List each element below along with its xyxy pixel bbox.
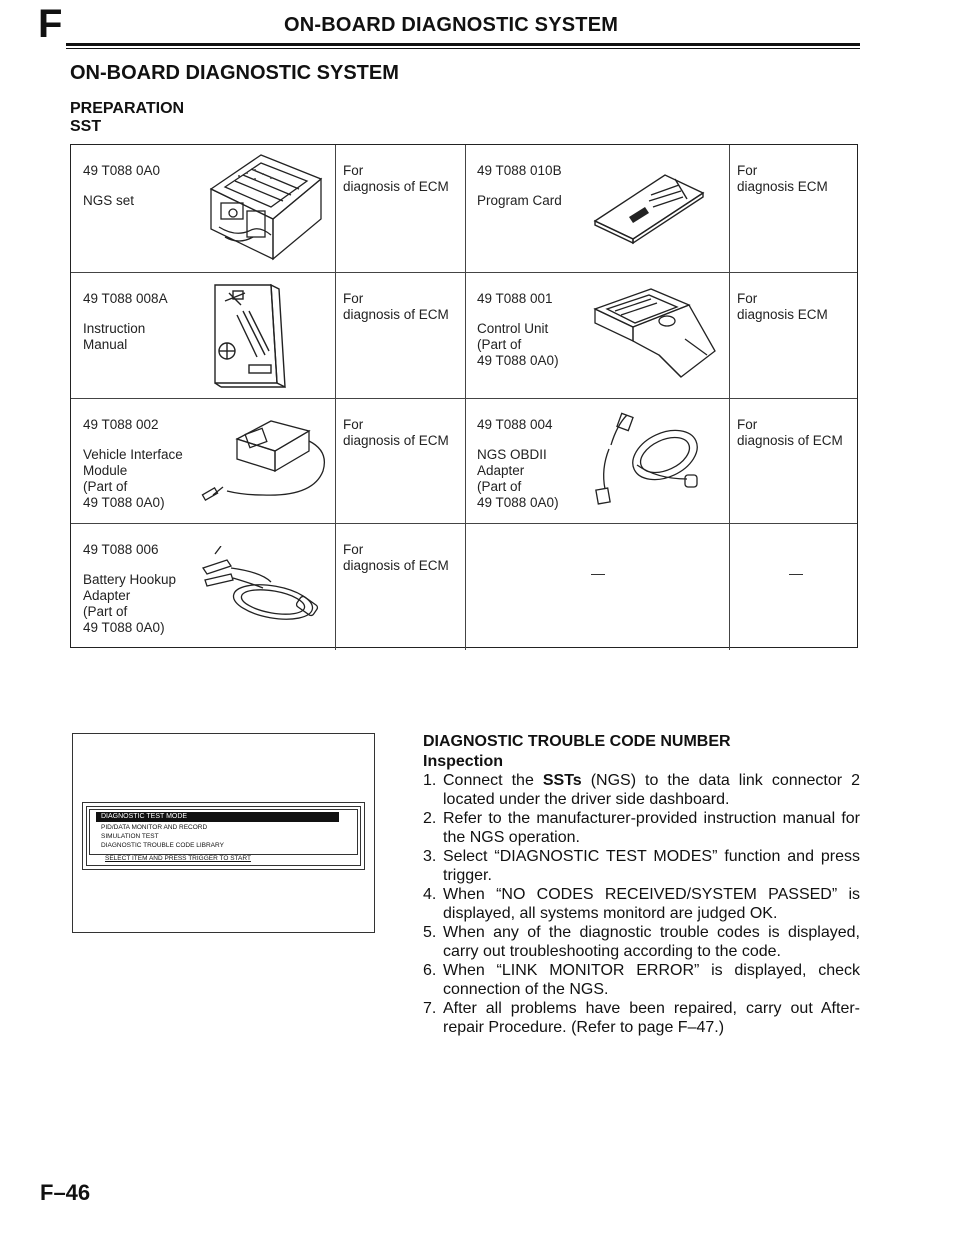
- ngs-screen-illustration: [72, 733, 375, 933]
- sst-table: [70, 144, 858, 648]
- ngs-display-frame: [82, 802, 365, 870]
- sst-purpose-cell: [335, 145, 465, 272]
- sst-row: [71, 523, 857, 650]
- empty-dash: [591, 574, 605, 575]
- sst-label: SST: [70, 118, 102, 135]
- sst-tool-cell: [465, 399, 729, 524]
- sst-row: [71, 145, 857, 272]
- menu-item: DIAGNOSTIC TROUBLE CODE LIBRARY: [101, 842, 224, 849]
- sst-row: [71, 398, 857, 524]
- tool-name: Vehicle Interface Module (Part of 49 T088 0A0): [83, 447, 183, 510]
- dtc-heading: DIAGNOSTIC TROUBLE CODE NUMBER: [423, 733, 731, 750]
- inspection-heading: Inspection: [423, 753, 504, 770]
- tool-name: NGS OBDII Adapter (Part of 49 T088 0A0): [477, 447, 559, 510]
- screen-footer: SELECT ITEM AND PRESS TRIGGER TO START: [105, 855, 251, 862]
- header-rule: [66, 43, 860, 46]
- sst-empty-cell: [465, 524, 729, 650]
- preparation-heading: [70, 100, 184, 136]
- control-unit-icon: [589, 281, 719, 385]
- sst-purpose-cell: [335, 399, 465, 524]
- purpose-text: For diagnosis of ECM: [737, 417, 843, 448]
- list-item: 3. Select “DIAGNOSTIC TEST MODES” function and press trigger.: [423, 848, 860, 884]
- purpose-text: For diagnosis of ECM: [343, 417, 449, 448]
- sst-row: [71, 272, 857, 399]
- sst-purpose-cell: [729, 273, 859, 399]
- sst-tool-cell: [71, 524, 335, 650]
- tool-name: Control Unit (Part of 49 T088 0A0): [477, 321, 559, 368]
- sst-tool-cell: [71, 273, 335, 399]
- part-number: 49 T088 004: [477, 417, 553, 432]
- purpose-text: For diagnosis ECM: [737, 291, 828, 322]
- highlighted-menu-item: DIAGNOSTIC TEST MODE: [96, 812, 339, 822]
- sst-tool-cell: [71, 399, 335, 524]
- purpose-text: For diagnosis ECM: [737, 163, 828, 194]
- part-number: 49 T088 010B: [477, 163, 562, 178]
- menu-item: SIMULATION TEST: [101, 833, 159, 840]
- obdii-adapter-icon: [585, 409, 715, 513]
- list-item: 5. When any of the diagnostic trouble codes is displayed, carry out troubleshooting according to the code.: [423, 924, 860, 960]
- menu-item: PID/DATA MONITOR AND RECORD: [101, 824, 208, 831]
- inspection-steps: [423, 771, 860, 1037]
- sst-purpose-cell: [729, 399, 859, 524]
- sst-tool-cell: [465, 273, 729, 399]
- page-number: F–46: [40, 1180, 91, 1205]
- part-number: 49 T088 008A: [83, 291, 168, 306]
- section-letter: F: [38, 2, 63, 46]
- part-number: 49 T088 001: [477, 291, 553, 306]
- sst-purpose-cell: [729, 145, 859, 272]
- part-number: 49 T088 006: [83, 542, 159, 557]
- ngs-set-case-icon: [191, 149, 331, 265]
- empty-dash: [789, 574, 803, 575]
- tool-name: Battery Hookup Adapter (Part of 49 T088 0A0): [83, 572, 177, 635]
- running-title: ON-BOARD DIAGNOSTIC SYSTEM: [284, 14, 619, 36]
- list-item: 1. Connect the SSTs (NGS) to the data link connector 2 located under the driver side dashboard.: [423, 772, 860, 808]
- vehicle-interface-module-icon: [197, 409, 331, 505]
- sst-tool-cell: [465, 145, 729, 272]
- tool-name: NGS set: [83, 193, 135, 208]
- list-item: 4. When “NO CODES RECEIVED/SYSTEM PASSED” is displayed, all systems monitord are judged OK.: [423, 886, 860, 922]
- sst-purpose-cell: [335, 524, 465, 650]
- sst-tool-cell: [71, 145, 335, 272]
- list-item: 2. Refer to the manufacturer-provided instruction manual for the NGS operation.: [423, 810, 860, 846]
- part-number: 49 T088 002: [83, 417, 159, 432]
- purpose-text: For diagnosis of ECM: [343, 163, 449, 194]
- purpose-text: For diagnosis of ECM: [343, 291, 449, 322]
- header-rule-thin: [66, 48, 860, 49]
- list-item: 6. When “LINK MONITOR ERROR” is displayed, check connection of the NGS.: [423, 962, 860, 998]
- preparation-label: PREPARATION: [70, 100, 185, 117]
- tool-name: Program Card: [477, 193, 562, 208]
- page-title: ON-BOARD DIAGNOSTIC SYSTEM: [70, 62, 399, 84]
- part-number: 49 T088 0A0: [83, 163, 161, 178]
- sst-empty-cell: [729, 524, 859, 650]
- purpose-text: For diagnosis of ECM: [343, 542, 449, 573]
- instruction-manual-icon: [195, 279, 311, 391]
- battery-hookup-adapter-icon: [193, 546, 331, 628]
- tool-name: Instruction Manual: [83, 321, 146, 352]
- sst-purpose-cell: [335, 273, 465, 399]
- list-item: 7. After all problems have been repaired, carry out After-repair Procedure. (Refer to page F–47.): [423, 1000, 860, 1036]
- program-card-icon: [591, 171, 711, 245]
